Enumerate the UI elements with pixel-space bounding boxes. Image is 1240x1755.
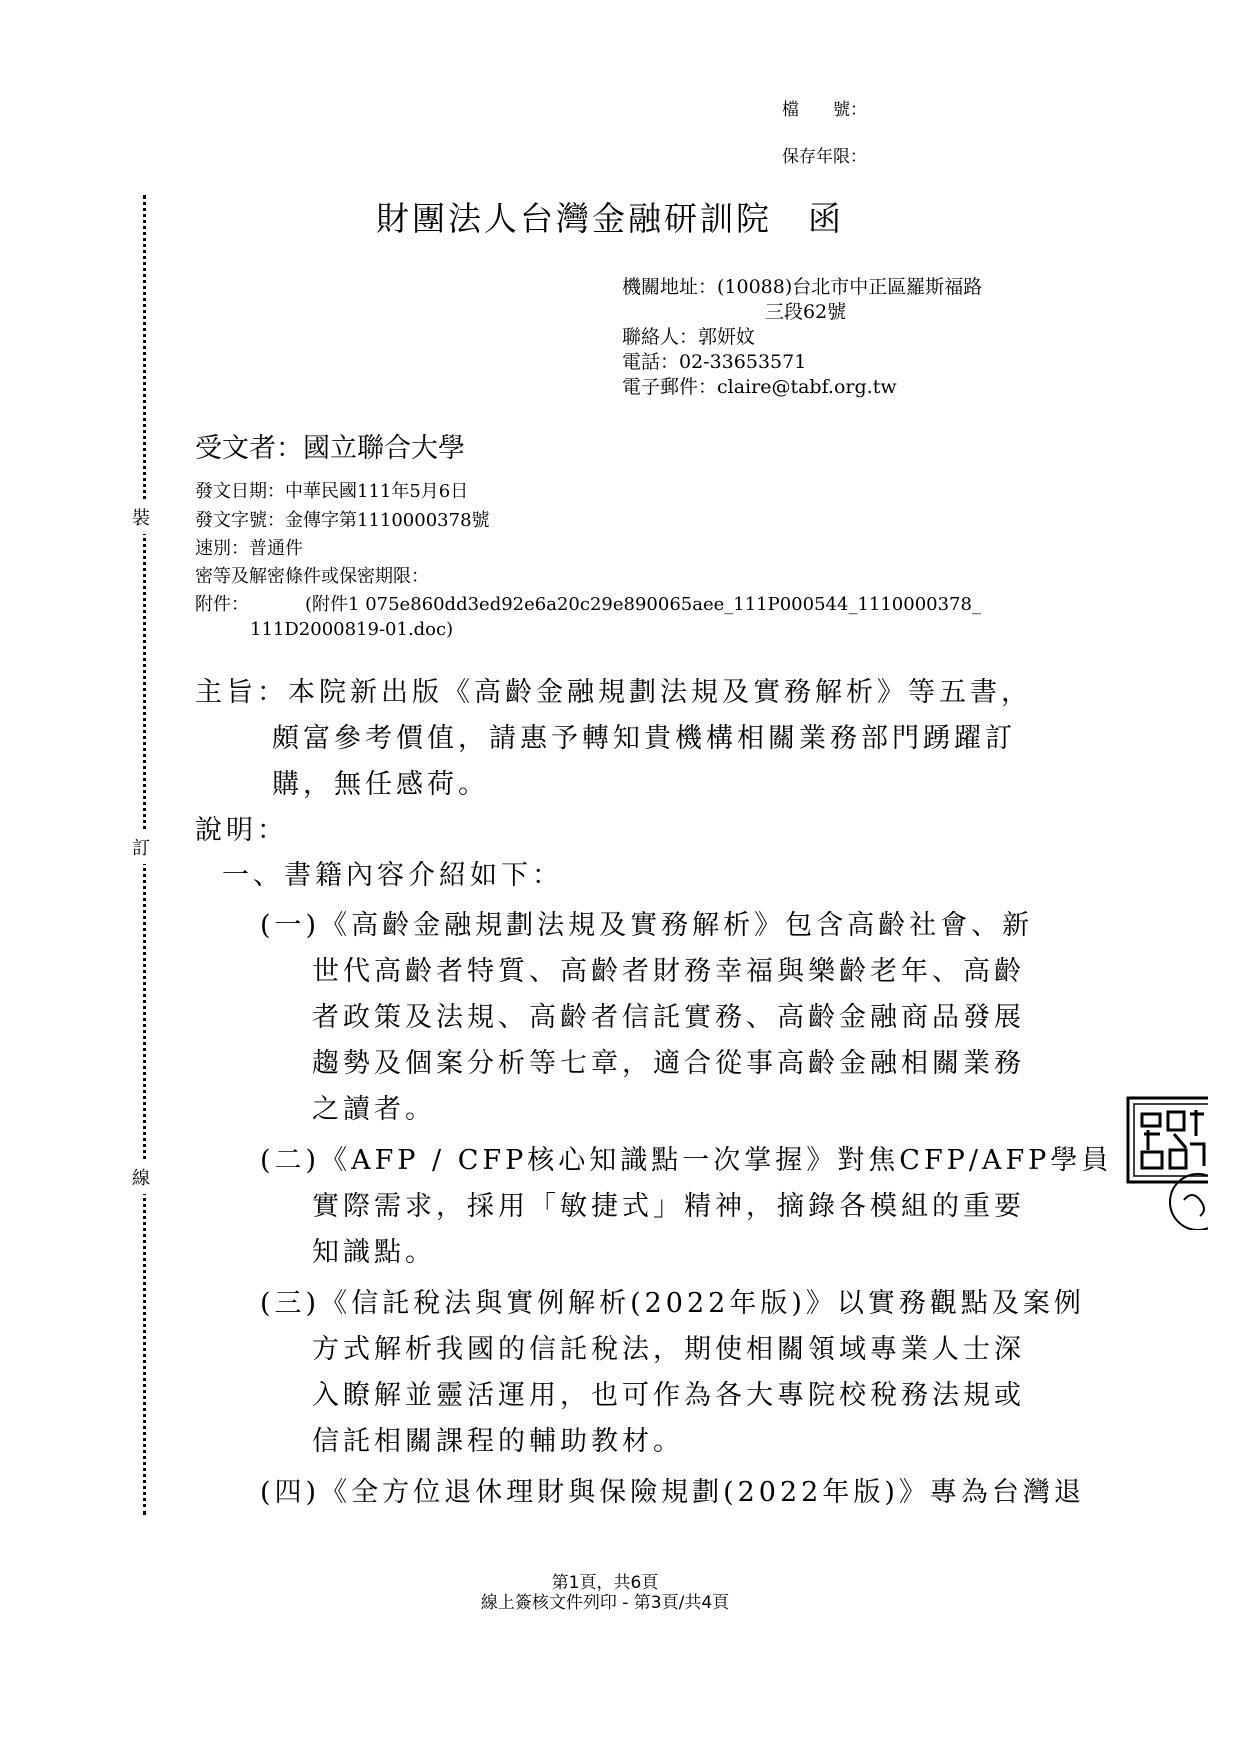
attachment-line1: (附件1 075e860dd3ed92e6a20c29e890065aee_111P000544_1110000378_ — [305, 594, 981, 615]
secrecy-level: 密等及解密條件或保密期限： — [195, 566, 429, 587]
binding-mark-zhuang: 裝 — [132, 500, 150, 534]
official-seal-stamp — [1118, 1090, 1208, 1230]
subject-line1: 主旨：本院新出版《高齡金融規劃法規及實務解析》等五書， — [195, 677, 1032, 708]
file-number-label: 檔 號： — [782, 100, 867, 120]
footer-page-number: 第1頁，共6頁 — [551, 1573, 659, 1593]
item3-line1: (三)《信託稅法與實例解析(2022年版)》以實務觀點及案例 — [260, 1288, 1085, 1319]
binding-mark-xian: 線 — [132, 1160, 150, 1194]
contact-email: 電子郵件：claire@tabf.org.tw — [622, 376, 897, 398]
attachment-line2: 111D2000819-01.doc) — [250, 619, 454, 640]
contact-person: 聯絡人：郭妍妏 — [622, 326, 756, 348]
recipient: 受文者：國立聯合大學 — [195, 433, 465, 464]
item1-line5: 之讀者。 — [312, 1094, 436, 1125]
delivery-speed: 速別：普通件 — [195, 538, 303, 559]
binding-mark-ding: 訂 — [132, 830, 150, 864]
item1-line3: 者政策及法規、高齡者信託實務、高齡金融商品發展 — [312, 1002, 1025, 1033]
item3-line3: 入瞭解並靈活運用，也可作為各大專院校稅務法規或 — [312, 1380, 1025, 1411]
document-title: 財團法人台灣金融研訓院 函 — [376, 199, 844, 238]
contact-phone: 電話：02-33653571 — [622, 351, 807, 373]
item1-line4: 趨勢及個案分析等七章，適合從事高齡金融相關業務 — [312, 1048, 1025, 1079]
contact-address-line2: 三段62號 — [765, 301, 847, 323]
item4-line1: (四)《全方位退休理財與保險規劃(2022年版)》專為台灣退 — [260, 1477, 1085, 1508]
subject-line2: 頗富參考價值，請惠予轉知貴機構相關業務部門踴躍訂 — [272, 723, 1016, 754]
item3-line4: 信託相關課程的輔助教材。 — [312, 1426, 684, 1457]
item2-line3: 知識點。 — [312, 1237, 436, 1268]
footer-print-info: 線上簽核文件列印 - 第3頁/共4頁 — [480, 1593, 730, 1613]
item1-line1: (一)《高齡金融規劃法規及實務解析》包含高齡社會、新 — [260, 910, 1034, 941]
retention-period-label: 保存年限： — [782, 147, 867, 167]
item1-line2: 世代高齡者特質、高齡者財務幸福與樂齡老年、高齡 — [312, 956, 1025, 987]
item2-line1: (二)《AFP / CFP核心知識點一次掌握》對焦CFP/AFP學員 — [260, 1145, 1113, 1176]
section1-heading: 一、書籍內容介紹如下： — [222, 860, 563, 891]
issue-date: 發文日期：中華民國111年5月6日 — [195, 481, 469, 502]
document-number: 發文字號：金傳字第1110000378號 — [195, 510, 490, 531]
contact-address-line1: 機關地址：(10088)台北市中正區羅斯福路 — [622, 276, 983, 298]
attachment-label: 附件： — [195, 594, 249, 615]
item2-line2: 實際需求，採用「敏捷式」精神，摘錄各模組的重要 — [312, 1191, 1025, 1222]
explanation-label: 說明： — [195, 815, 288, 846]
subject-line3: 購，無任感荷。 — [272, 769, 489, 800]
item3-line2: 方式解析我國的信託稅法，期使相關領域專業人士深 — [312, 1334, 1025, 1365]
